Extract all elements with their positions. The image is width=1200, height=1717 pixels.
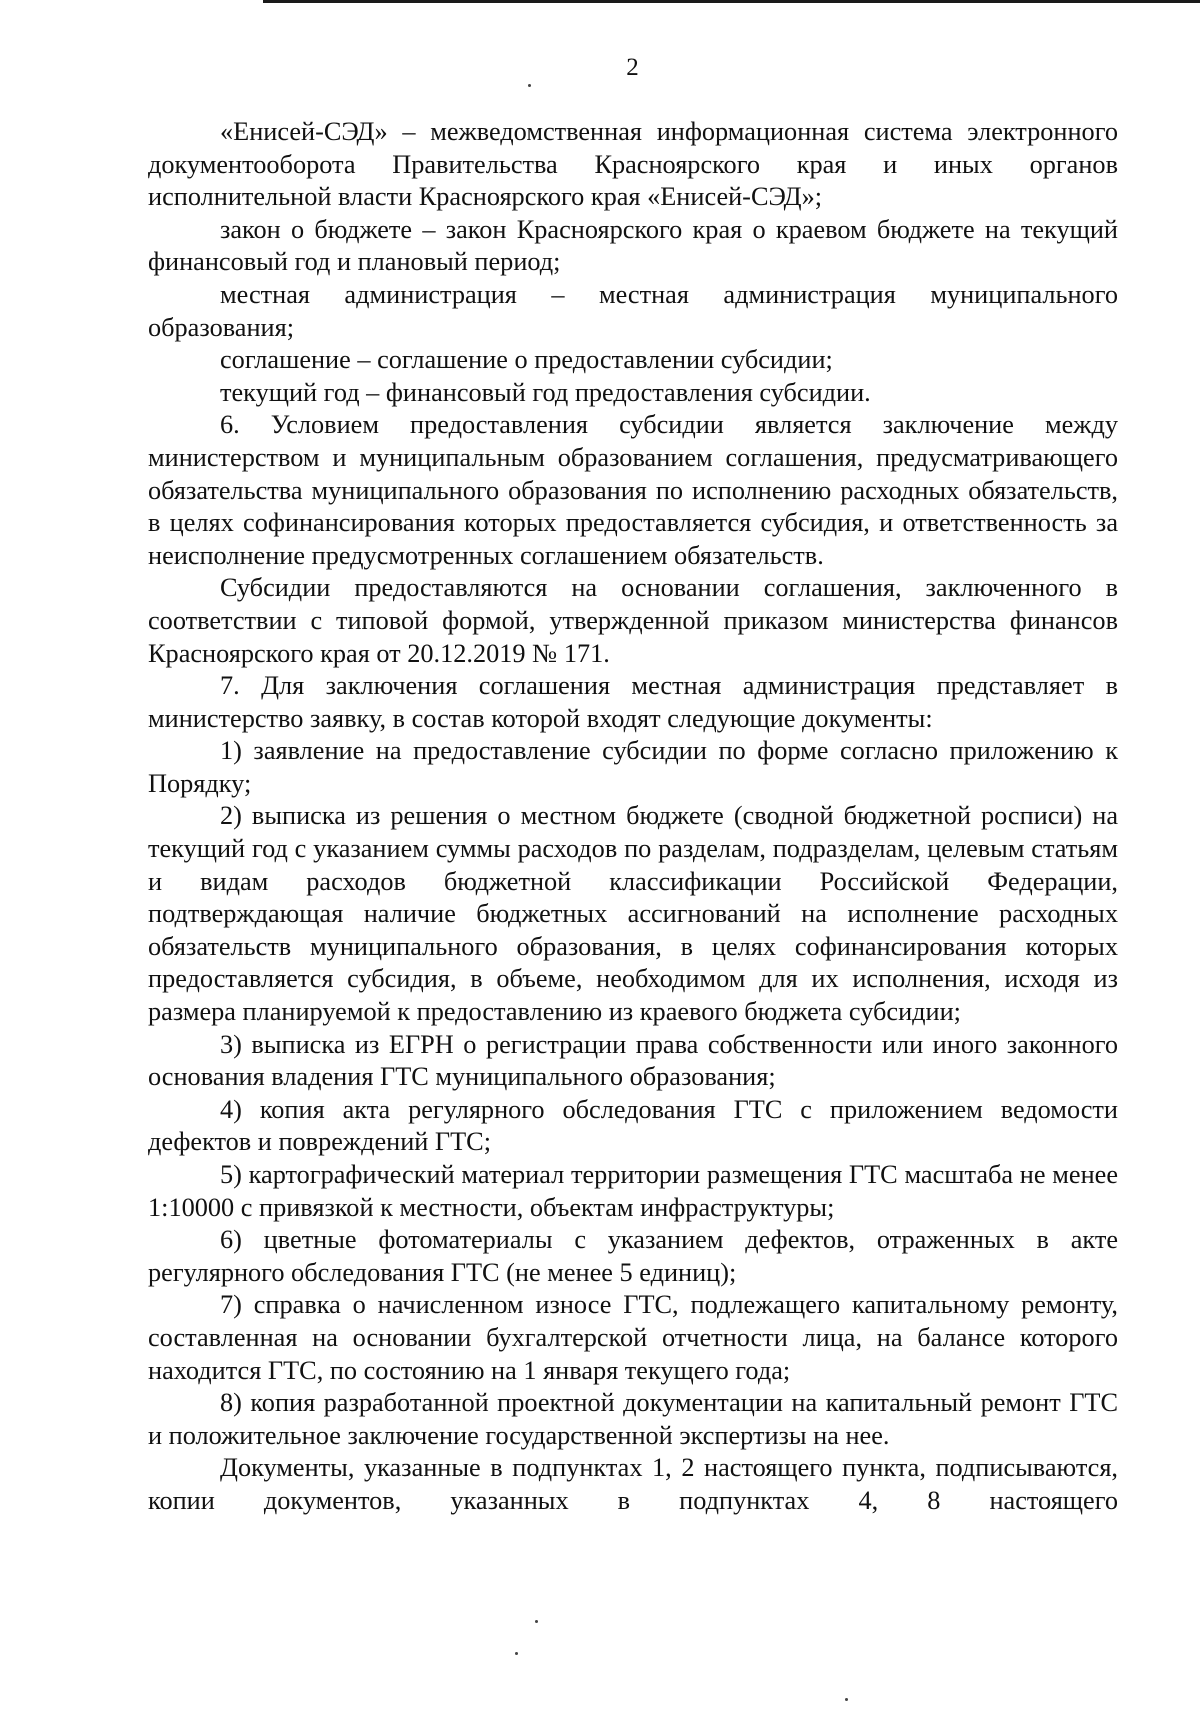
definition-local-administration: местная администрация – местная администрация муниципального образования;: [148, 279, 1118, 342]
clause-7-item-3: 3) выписка из ЕГРН о регистрации права собственности или иного законного основания владения ГТС муниципального образования;: [148, 1029, 1118, 1092]
scan-speck: [515, 1652, 518, 1655]
clause-6-subsidy-basis: Субсидии предоставляются на основании соглашения, заключенного в соответствии с типовой формой, утвержденной приказом министерства финансов Красноярского края от 20.12.2019 № 171.: [148, 573, 1118, 668]
clause-7-item-5: 5) картографический материал территории размещения ГТС масштаба не менее 1:10000 с привязкой к местности, объектам инфраструктуры;: [148, 1160, 1118, 1222]
scan-speck: [845, 1698, 848, 1701]
clause-6: 6. Условием предоставления субсидии является заключение между министерством и муниципальным образованием соглашения, предусматривающего обязательства муниципального образования по исполнению расходных обязательств, в целях софинансирования которых предоставляется субсидия, и ответственность за неисполнение предусмотренных соглашением обязательств.: [148, 410, 1118, 570]
clause-7-item-4: 4) копия акта регулярного обследования ГТС с приложением ведомости дефектов и повреждений ГТС;: [148, 1094, 1118, 1157]
definition-agreement: соглашение – соглашение о предоставлении субсидии;: [220, 345, 833, 375]
definition-enisey-sed: «Енисей-СЭД» – межведомственная информационная система электронного документооборота Правительства Красноярского края и иных органов исполнительной власти Красноярского края «Енисей-СЭД»;: [148, 117, 1118, 212]
scan-speck: [535, 1620, 538, 1623]
clause-7-item-2: 2) выписка из решения о местном бюджете (сводной бюджетной росписи) на текущий год с указанием суммы расходов по разделам, подразделам, целевым статьям и видам расходов бюджетной классификации Российской Федерации, подтверждающая наличие бюджетных ассигнований на исполнение расходных обязательств муниципального образования, в целях софинансирования которых предоставляется субсидия, в объеме, необходимом для их исполнения, исходя из размера планируемой к предоставлению из краевого бюджета субсидии;: [148, 801, 1118, 1027]
clause-7: 7. Для заключения соглашения местная администрация представляет в министерство заявку, в состав которой входят следующие документы:: [148, 671, 1118, 733]
page-number: 2: [626, 54, 639, 81]
clause-7-item-6: 6) цветные фотоматериалы с указанием дефектов, отраженных в акте регулярного обследования ГТС (не менее 5 единиц);: [148, 1225, 1118, 1287]
scan-top-border: [263, 0, 1200, 3]
clause-7-item-8: 8) копия разработанной проектной документации на капитальный ремонт ГТС и положительное заключение государственной экспертизы на нее.: [148, 1388, 1118, 1450]
definition-budget-law: закон о бюджете – закон Красноярского края о краевом бюджете на текущий финансовый год и плановый период;: [148, 214, 1118, 277]
definition-current-year: текущий год – финансовый год предоставления субсидии.: [220, 377, 871, 407]
clause-7-item-7: 7) справка о начисленном износе ГТС, подлежащего капитальному ремонту, составленная на основании бухгалтерской отчетности лица, на балансе которого находится ГТС, по состоянию на 1 января текущего года;: [148, 1290, 1118, 1385]
clause-7-item-1: 1) заявление на предоставление субсидии по форме согласно приложению к Порядку;: [148, 736, 1118, 798]
document-body: [148, 116, 1118, 1518]
clause-7-signing-note: Документы, указанные в подпунктах 1, 2 настоящего пункта, подписываются, копии документов, указанных в подпунктах 4, 8 настоящего: [148, 1453, 1118, 1515]
scan-speck: [528, 84, 531, 87]
